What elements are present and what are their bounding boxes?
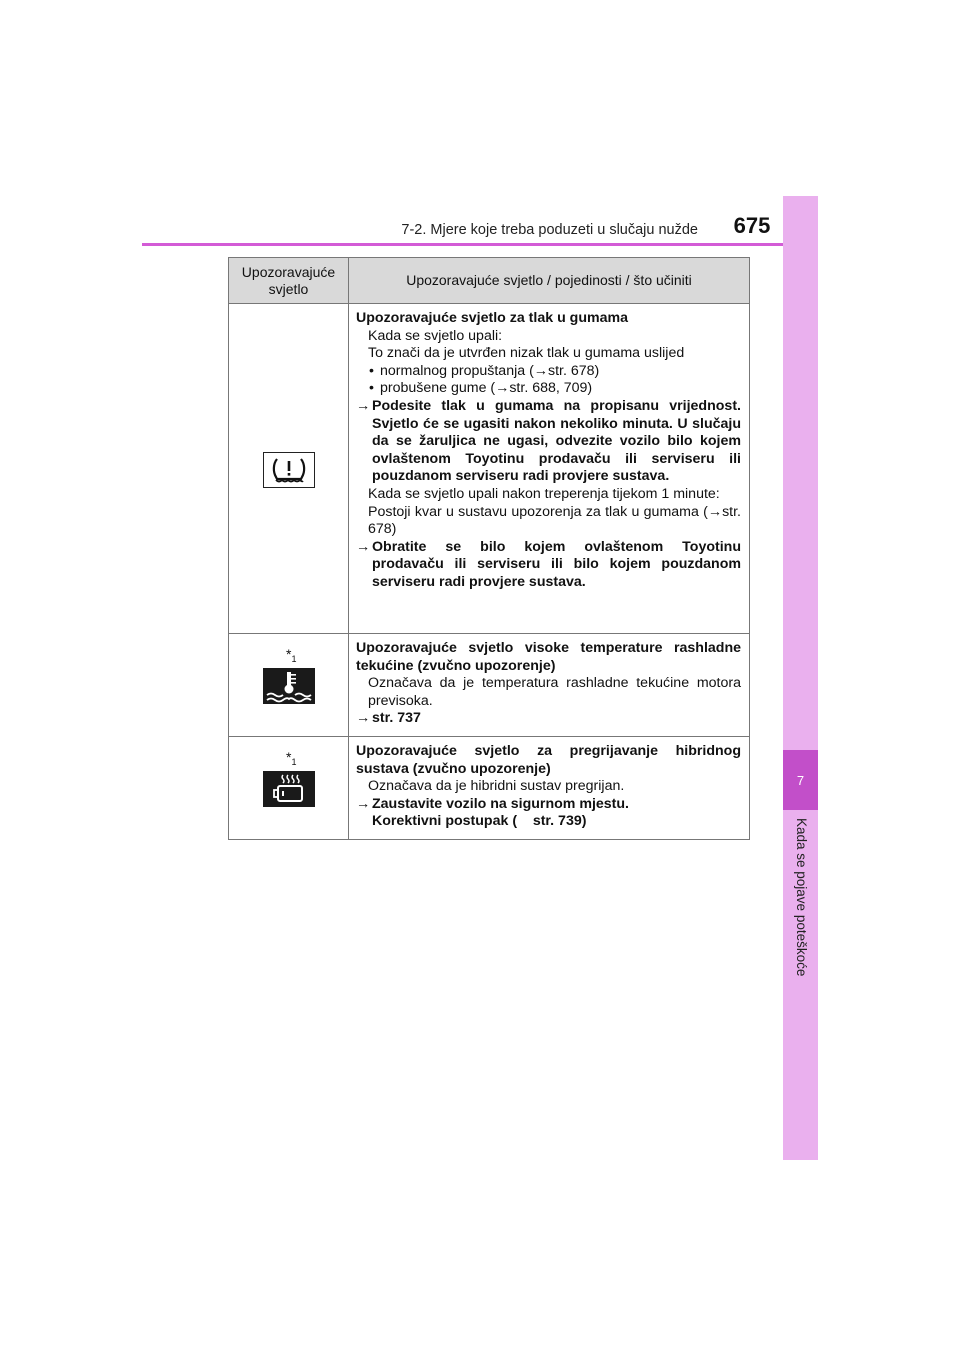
hybrid-overheat-text: Označava da je hibridni sustav pregrijan. — [368, 778, 625, 795]
coolant-title: Upozoravajuće svjetlo visoke temperature rashladne tekućine (zvučno upozorenje) — [356, 640, 741, 674]
tire-pressure-meaning: To znači da je utvrđen nizak tlak u gumama uslijed — [368, 345, 685, 362]
hybrid-overheat-title: Upozoravajuće svjetlo za pregrijavanje hibridnog sustava (zvučno upozorenje) — [356, 742, 741, 777]
tire-pressure-when-lit: Kada se svjetlo upali: — [368, 327, 503, 344]
side-tab-chapter-number: 7 — [783, 750, 818, 810]
action-text: Zaustavite vozilo na sigurnom mjestu. — [372, 795, 630, 812]
action-text: Podesite tlak u gumama na propisanu vrijednost. Svjetlo će se ugasiti nakon nekoliko minuta. U slučaju da se žaruljica ne ugasi, odvezite vozilo bilo kojem ovlaštenom Toyotinu prodavaču ili serviseru ili pouzdanom serviseru radi provjere sustava. — [372, 397, 741, 485]
hybrid-overheat-action: → Zaustavite vozilo na sigurnom mjestu. — [356, 795, 630, 812]
column-header-details: Upozoravajuće svjetlo / pojedinosti / što učiniti — [349, 258, 750, 304]
hybrid-system-overheat-icon — [263, 771, 315, 807]
description-cell — [349, 304, 750, 634]
tire-pressure-warning-icon — [263, 452, 315, 488]
table-row — [229, 736, 750, 839]
footnote-mark: $*_1$ — [286, 646, 297, 664]
column-header-light: Upozoravajuće svjetlo — [229, 258, 349, 304]
icon-cell — [229, 304, 349, 634]
hybrid-overheat-corrective: Korektivni postupak ( str. 739) — [372, 813, 587, 830]
description-cell — [349, 634, 750, 737]
icon-cell — [229, 634, 349, 737]
tire-pressure-title: Upozoravajuće svjetlo za tlak u gumama — [356, 310, 629, 326]
table-row — [229, 634, 750, 737]
coolant-action: → str. 737 — [356, 710, 421, 727]
tire-pressure-fault: Postoji kvar u sustavu upozorenja za tlak u gumama (→str. 678) — [368, 503, 741, 538]
description-cell — [349, 736, 750, 839]
header-rule — [142, 243, 818, 246]
side-tab-chapter-label: Kada se pojave poteškoće — [794, 818, 809, 977]
coolant-temperature-icon — [263, 668, 315, 704]
list-item: • probušene gume (→str. 688, 709) — [369, 380, 593, 397]
table-row — [229, 304, 750, 634]
footnote-mark: $*_1$ — [286, 748, 297, 767]
tire-pressure-fault-action: → Obratite se bilo kojem ovlaštenom Toyotinu prodavaču ili serviseru ili bilo kojem pouzdanom serviseru radi provjere sustava. — [356, 538, 741, 590]
tire-pressure-action: → Podesite tlak u gumama na propisanu vrijednost. Svjetlo će se ugasiti nakon nekoliko minuta. U slučaju da se žaruljica ne ugasi, odvezite vozilo bilo kojem ovlaštenom Toyotinu prodavaču ili serviseru ili pouzdanom serviseru radi provjere sustava. — [356, 397, 741, 485]
bullet-text: normalnog propuštanja (→str. 678) — [380, 362, 600, 379]
header-title: 7-2. Mjere koje treba poduzeti u slučaju nužde — [401, 222, 698, 238]
tire-pressure-when-flash: Kada se svjetlo upali nakon treperenja tijekom 1 minute: — [368, 485, 720, 502]
action-text: Obratite se bilo kojem ovlaštenom Toyotinu prodavaču ili serviseru ili bilo kojem pouzdanom serviseru radi provjere sustava. — [372, 538, 741, 590]
page-number: 675 — [733, 213, 771, 238]
warning-lights-table — [228, 257, 750, 840]
side-tab — [783, 196, 818, 1160]
coolant-text: Označava da je temperatura rashladne tekućine motora previsoka. — [368, 675, 741, 709]
icon-cell — [229, 736, 349, 839]
action-text: str. 737 — [372, 710, 421, 727]
bullet-text: probušene gume (→str. 688, 709) — [380, 380, 593, 397]
table-header-row — [229, 258, 750, 304]
list-item: • normalnog propuštanja (→str. 678) — [369, 362, 600, 379]
